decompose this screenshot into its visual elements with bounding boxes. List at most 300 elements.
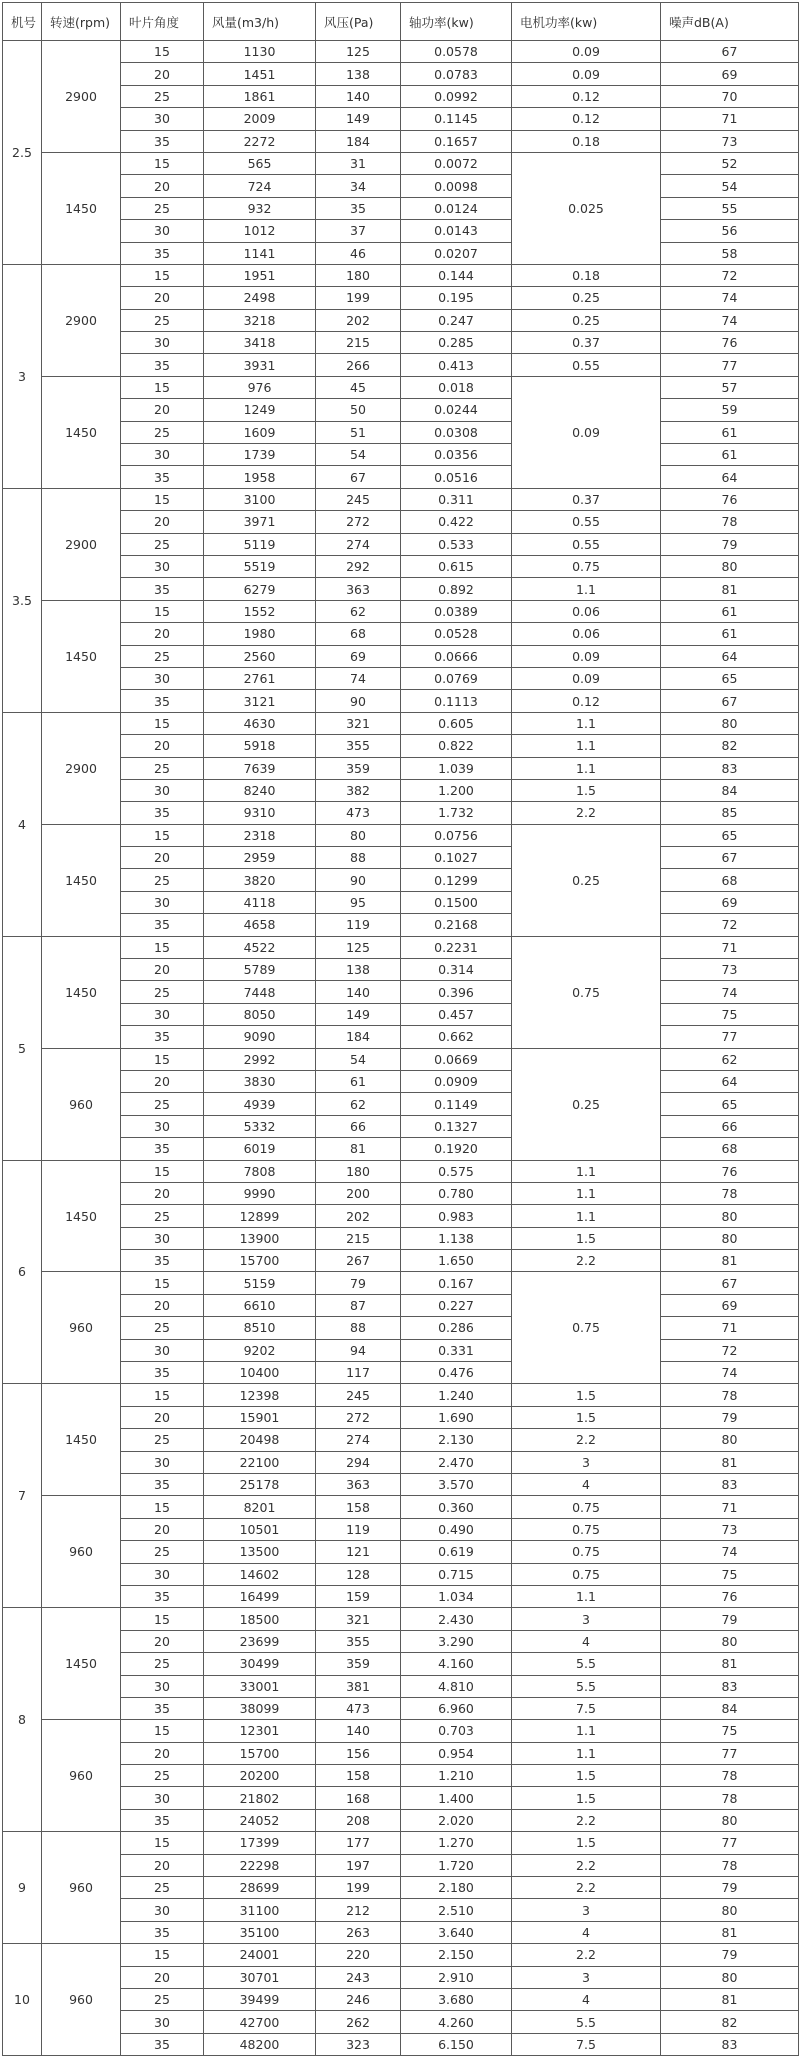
- motor-power-cell: 0.12: [512, 108, 661, 130]
- motor-power-cell: 0.75: [512, 1272, 661, 1384]
- noise-cell: 68: [661, 1138, 799, 1160]
- shaft-power-cell: 2.910: [401, 1966, 512, 1988]
- shaft-power-cell: 1.720: [401, 1854, 512, 1876]
- table-row: [3, 959, 799, 981]
- motor-power-cell: 1.1: [512, 578, 661, 600]
- table-row: [3, 1339, 799, 1361]
- motor-power-cell: 7.5: [512, 1697, 661, 1719]
- blade-angle-cell: 20: [121, 623, 204, 645]
- motor-power-cell: 2.2: [512, 1429, 661, 1451]
- blade-angle-cell: 35: [121, 914, 204, 936]
- airflow-cell: 1739: [204, 444, 316, 466]
- shaft-power-cell: 4.260: [401, 2011, 512, 2033]
- table-row: [3, 1317, 799, 1339]
- shaft-power-cell: 4.810: [401, 1675, 512, 1697]
- blade-angle-cell: 20: [121, 1294, 204, 1316]
- shaft-power-cell: 6.960: [401, 1697, 512, 1719]
- noise-cell: 67: [661, 690, 799, 712]
- pressure-cell: 245: [316, 488, 401, 510]
- table-row: [3, 2033, 799, 2055]
- table-row: [3, 891, 799, 913]
- pressure-cell: 119: [316, 914, 401, 936]
- pressure-cell: 473: [316, 802, 401, 824]
- airflow-cell: 3418: [204, 332, 316, 354]
- noise-cell: 69: [661, 63, 799, 85]
- shaft-power-cell: 0.167: [401, 1272, 512, 1294]
- shaft-power-cell: 0.1327: [401, 1115, 512, 1137]
- noise-cell: 81: [661, 578, 799, 600]
- noise-cell: 74: [661, 981, 799, 1003]
- airflow-cell: 4939: [204, 1093, 316, 1115]
- speed-cell: 1450: [42, 1608, 121, 1720]
- blade-angle-cell: 20: [121, 63, 204, 85]
- airflow-cell: 6019: [204, 1138, 316, 1160]
- table-row: [3, 1742, 799, 1764]
- airflow-cell: 20200: [204, 1765, 316, 1787]
- table-row: [3, 1944, 799, 1966]
- airflow-cell: 932: [204, 197, 316, 219]
- pressure-cell: 197: [316, 1854, 401, 1876]
- blade-angle-cell: 15: [121, 824, 204, 846]
- pressure-cell: 79: [316, 1272, 401, 1294]
- table-row: [3, 1921, 799, 1943]
- shaft-power-cell: 0.0578: [401, 41, 512, 63]
- pressure-cell: 81: [316, 1138, 401, 1160]
- noise-cell: 80: [661, 555, 799, 577]
- shaft-power-cell: 0.314: [401, 959, 512, 981]
- pressure-cell: 199: [316, 1877, 401, 1899]
- blade-angle-cell: 20: [121, 1070, 204, 1092]
- airflow-cell: 13900: [204, 1227, 316, 1249]
- blade-angle-cell: 25: [121, 1205, 204, 1227]
- motor-power-cell: 0.37: [512, 332, 661, 354]
- shaft-power-cell: 2.020: [401, 1809, 512, 1831]
- noise-cell: 78: [661, 1765, 799, 1787]
- blade-angle-cell: 35: [121, 1362, 204, 1384]
- shaft-power-cell: 2.150: [401, 1944, 512, 1966]
- motor-power-cell: 5.5: [512, 1653, 661, 1675]
- header-motor-power: 电机功率(kw): [512, 3, 661, 41]
- noise-cell: 55: [661, 197, 799, 219]
- table-row: [3, 399, 799, 421]
- pressure-cell: 119: [316, 1518, 401, 1540]
- shaft-power-cell: 1.039: [401, 757, 512, 779]
- blade-angle-cell: 30: [121, 1787, 204, 1809]
- noise-cell: 74: [661, 1541, 799, 1563]
- pressure-cell: 138: [316, 959, 401, 981]
- shaft-power-cell: 0.0308: [401, 421, 512, 443]
- airflow-cell: 1130: [204, 41, 316, 63]
- blade-angle-cell: 20: [121, 847, 204, 869]
- noise-cell: 80: [661, 1809, 799, 1831]
- blade-angle-cell: 30: [121, 2011, 204, 2033]
- speed-cell: 1450: [42, 376, 121, 488]
- airflow-cell: 7639: [204, 757, 316, 779]
- table-body: [3, 41, 799, 2056]
- noise-cell: 74: [661, 1362, 799, 1384]
- noise-cell: 76: [661, 1585, 799, 1607]
- airflow-cell: 38099: [204, 1697, 316, 1719]
- blade-angle-cell: 35: [121, 130, 204, 152]
- pressure-cell: 200: [316, 1182, 401, 1204]
- noise-cell: 85: [661, 802, 799, 824]
- blade-angle-cell: 35: [121, 242, 204, 264]
- noise-cell: 65: [661, 667, 799, 689]
- table-row: [3, 1474, 799, 1496]
- table-row: [3, 1630, 799, 1652]
- shaft-power-cell: 0.331: [401, 1339, 512, 1361]
- pressure-cell: 272: [316, 1406, 401, 1428]
- table-row: [3, 466, 799, 488]
- pressure-cell: 294: [316, 1451, 401, 1473]
- pressure-cell: 212: [316, 1899, 401, 1921]
- noise-cell: 79: [661, 1944, 799, 1966]
- pressure-cell: 87: [316, 1294, 401, 1316]
- shaft-power-cell: 1.690: [401, 1406, 512, 1428]
- shaft-power-cell: 0.1145: [401, 108, 512, 130]
- table-row: [3, 63, 799, 85]
- noise-cell: 84: [661, 779, 799, 801]
- table-row: [3, 1429, 799, 1451]
- airflow-cell: 22100: [204, 1451, 316, 1473]
- noise-cell: 61: [661, 600, 799, 622]
- pressure-cell: 61: [316, 1070, 401, 1092]
- airflow-cell: 24052: [204, 1809, 316, 1831]
- pressure-cell: 202: [316, 309, 401, 331]
- shaft-power-cell: 2.180: [401, 1877, 512, 1899]
- motor-power-cell: 1.5: [512, 779, 661, 801]
- noise-cell: 80: [661, 1899, 799, 1921]
- shaft-power-cell: 0.0098: [401, 175, 512, 197]
- noise-cell: 76: [661, 488, 799, 510]
- airflow-cell: 15901: [204, 1406, 316, 1428]
- airflow-cell: 17399: [204, 1832, 316, 1854]
- blade-angle-cell: 30: [121, 1003, 204, 1025]
- noise-cell: 71: [661, 108, 799, 130]
- table-row: [3, 623, 799, 645]
- motor-power-cell: 0.55: [512, 354, 661, 376]
- airflow-cell: 8510: [204, 1317, 316, 1339]
- pressure-cell: 272: [316, 511, 401, 533]
- pressure-cell: 184: [316, 1026, 401, 1048]
- airflow-cell: 7448: [204, 981, 316, 1003]
- shaft-power-cell: 0.0769: [401, 667, 512, 689]
- shaft-power-cell: 1.732: [401, 802, 512, 824]
- motor-power-cell: 1.1: [512, 757, 661, 779]
- airflow-cell: 24001: [204, 1944, 316, 1966]
- blade-angle-cell: 15: [121, 1384, 204, 1406]
- shaft-power-cell: 1.270: [401, 1832, 512, 1854]
- table-row: [3, 332, 799, 354]
- noise-cell: 80: [661, 1429, 799, 1451]
- noise-cell: 65: [661, 1093, 799, 1115]
- airflow-cell: 15700: [204, 1742, 316, 1764]
- blade-angle-cell: 25: [121, 645, 204, 667]
- motor-power-cell: 4: [512, 1630, 661, 1652]
- blade-angle-cell: 15: [121, 1272, 204, 1294]
- blade-angle-cell: 15: [121, 376, 204, 398]
- shaft-power-cell: 2.130: [401, 1429, 512, 1451]
- table-row: [3, 1809, 799, 1831]
- noise-cell: 62: [661, 1048, 799, 1070]
- noise-cell: 65: [661, 824, 799, 846]
- speed-cell: 2900: [42, 488, 121, 600]
- noise-cell: 67: [661, 1272, 799, 1294]
- airflow-cell: 1552: [204, 600, 316, 622]
- table-row: [3, 779, 799, 801]
- table-row: [3, 488, 799, 510]
- noise-cell: 80: [661, 1966, 799, 1988]
- pressure-cell: 215: [316, 1227, 401, 1249]
- airflow-cell: 8240: [204, 779, 316, 801]
- motor-power-cell: 5.5: [512, 1675, 661, 1697]
- machine-no-cell: 9: [3, 1832, 42, 1944]
- pressure-cell: 180: [316, 1160, 401, 1182]
- shaft-power-cell: 0.144: [401, 264, 512, 286]
- noise-cell: 78: [661, 1182, 799, 1204]
- motor-power-cell: 0.55: [512, 533, 661, 555]
- table-row: [3, 869, 799, 891]
- blade-angle-cell: 25: [121, 1988, 204, 2010]
- speed-cell: 960: [42, 1944, 121, 2056]
- pressure-cell: 69: [316, 645, 401, 667]
- table-row: [3, 108, 799, 130]
- shaft-power-cell: 0.286: [401, 1317, 512, 1339]
- pressure-cell: 359: [316, 757, 401, 779]
- motor-power-cell: 1.1: [512, 1182, 661, 1204]
- airflow-cell: 20498: [204, 1429, 316, 1451]
- pressure-cell: 355: [316, 735, 401, 757]
- shaft-power-cell: 0.892: [401, 578, 512, 600]
- blade-angle-cell: 35: [121, 1585, 204, 1607]
- airflow-cell: 14602: [204, 1563, 316, 1585]
- blade-angle-cell: 15: [121, 1832, 204, 1854]
- noise-cell: 69: [661, 891, 799, 913]
- shaft-power-cell: 0.1657: [401, 130, 512, 152]
- shaft-power-cell: 0.0756: [401, 824, 512, 846]
- table-row: [3, 802, 799, 824]
- pressure-cell: 220: [316, 1944, 401, 1966]
- pressure-cell: 31: [316, 152, 401, 174]
- table-row: [3, 152, 799, 174]
- shaft-power-cell: 0.0124: [401, 197, 512, 219]
- noise-cell: 80: [661, 712, 799, 734]
- motor-power-cell: 0.37: [512, 488, 661, 510]
- pressure-cell: 45: [316, 376, 401, 398]
- shaft-power-cell: 0.476: [401, 1362, 512, 1384]
- noise-cell: 75: [661, 1720, 799, 1742]
- shaft-power-cell: 0.0207: [401, 242, 512, 264]
- table-row: [3, 1048, 799, 1070]
- pressure-cell: 149: [316, 1003, 401, 1025]
- motor-power-cell: 2.2: [512, 802, 661, 824]
- shaft-power-cell: 0.1027: [401, 847, 512, 869]
- pressure-cell: 62: [316, 1093, 401, 1115]
- noise-cell: 79: [661, 533, 799, 555]
- shaft-power-cell: 0.615: [401, 555, 512, 577]
- shaft-power-cell: 0.227: [401, 1294, 512, 1316]
- airflow-cell: 1012: [204, 220, 316, 242]
- blade-angle-cell: 30: [121, 1339, 204, 1361]
- blade-angle-cell: 30: [121, 220, 204, 242]
- pressure-cell: 208: [316, 1809, 401, 1831]
- machine-no-cell: 7: [3, 1384, 42, 1608]
- shaft-power-cell: 3.680: [401, 1988, 512, 2010]
- pressure-cell: 37: [316, 220, 401, 242]
- pressure-cell: 88: [316, 1317, 401, 1339]
- noise-cell: 72: [661, 264, 799, 286]
- airflow-cell: 4658: [204, 914, 316, 936]
- blade-angle-cell: 35: [121, 1250, 204, 1272]
- table-row: [3, 981, 799, 1003]
- noise-cell: 69: [661, 1294, 799, 1316]
- table-row: [3, 197, 799, 219]
- machine-no-cell: 4: [3, 712, 42, 936]
- motor-power-cell: 0.75: [512, 936, 661, 1048]
- airflow-cell: 9310: [204, 802, 316, 824]
- speed-cell: 960: [42, 1496, 121, 1608]
- shaft-power-cell: 6.150: [401, 2033, 512, 2055]
- table-row: [3, 1406, 799, 1428]
- airflow-cell: 9202: [204, 1339, 316, 1361]
- shaft-power-cell: 0.715: [401, 1563, 512, 1585]
- noise-cell: 80: [661, 1227, 799, 1249]
- blade-angle-cell: 25: [121, 869, 204, 891]
- shaft-power-cell: 0.0389: [401, 600, 512, 622]
- blade-angle-cell: 30: [121, 1115, 204, 1137]
- pressure-cell: 117: [316, 1362, 401, 1384]
- blade-angle-cell: 30: [121, 108, 204, 130]
- motor-power-cell: 3: [512, 1899, 661, 1921]
- motor-power-cell: 2.2: [512, 1250, 661, 1272]
- blade-angle-cell: 30: [121, 1675, 204, 1697]
- noise-cell: 79: [661, 1608, 799, 1630]
- noise-cell: 75: [661, 1563, 799, 1585]
- table-row: [3, 444, 799, 466]
- noise-cell: 81: [661, 1250, 799, 1272]
- airflow-cell: 2009: [204, 108, 316, 130]
- pressure-cell: 243: [316, 1966, 401, 1988]
- airflow-cell: 6279: [204, 578, 316, 600]
- blade-angle-cell: 20: [121, 399, 204, 421]
- table-row: [3, 1026, 799, 1048]
- blade-angle-cell: 30: [121, 779, 204, 801]
- airflow-cell: 5789: [204, 959, 316, 981]
- noise-cell: 83: [661, 757, 799, 779]
- pressure-cell: 184: [316, 130, 401, 152]
- motor-power-cell: 0.25: [512, 824, 661, 936]
- noise-cell: 67: [661, 847, 799, 869]
- noise-cell: 72: [661, 914, 799, 936]
- motor-power-cell: 2.2: [512, 1877, 661, 1899]
- shaft-power-cell: 0.195: [401, 287, 512, 309]
- airflow-cell: 2318: [204, 824, 316, 846]
- noise-cell: 75: [661, 1003, 799, 1025]
- noise-cell: 64: [661, 645, 799, 667]
- noise-cell: 83: [661, 1675, 799, 1697]
- machine-no-cell: 8: [3, 1608, 42, 1832]
- table-row: [3, 1787, 799, 1809]
- blade-angle-cell: 25: [121, 1429, 204, 1451]
- pressure-cell: 199: [316, 287, 401, 309]
- motor-power-cell: 0.25: [512, 1048, 661, 1160]
- blade-angle-cell: 35: [121, 1026, 204, 1048]
- header-speed: 转速(rpm): [42, 3, 121, 41]
- table-row: [3, 1451, 799, 1473]
- motor-power-cell: 0.06: [512, 623, 661, 645]
- blade-angle-cell: 15: [121, 1160, 204, 1182]
- airflow-cell: 30499: [204, 1653, 316, 1675]
- noise-cell: 84: [661, 1697, 799, 1719]
- airflow-cell: 12301: [204, 1720, 316, 1742]
- blade-angle-cell: 15: [121, 488, 204, 510]
- table-row: [3, 220, 799, 242]
- airflow-cell: 3100: [204, 488, 316, 510]
- shaft-power-cell: 4.160: [401, 1653, 512, 1675]
- blade-angle-cell: 20: [121, 1182, 204, 1204]
- blade-angle-cell: 35: [121, 690, 204, 712]
- machine-no-cell: 3: [3, 264, 42, 488]
- speed-cell: 2900: [42, 41, 121, 153]
- pressure-cell: 245: [316, 1384, 401, 1406]
- airflow-cell: 9090: [204, 1026, 316, 1048]
- table-row: [3, 1854, 799, 1876]
- noise-cell: 81: [661, 1988, 799, 2010]
- table-row: [3, 1227, 799, 1249]
- shaft-power-cell: 0.2168: [401, 914, 512, 936]
- noise-cell: 78: [661, 1787, 799, 1809]
- motor-power-cell: 2.2: [512, 1809, 661, 1831]
- table-row: [3, 1138, 799, 1160]
- blade-angle-cell: 20: [121, 959, 204, 981]
- pressure-cell: 90: [316, 690, 401, 712]
- machine-no-cell: 6: [3, 1160, 42, 1384]
- blade-angle-cell: 30: [121, 1563, 204, 1585]
- pressure-cell: 149: [316, 108, 401, 130]
- motor-power-cell: 5.5: [512, 2011, 661, 2033]
- table-row: [3, 1518, 799, 1540]
- table-row: [3, 1988, 799, 2010]
- noise-cell: 64: [661, 1070, 799, 1092]
- motor-power-cell: 4: [512, 1988, 661, 2010]
- speed-cell: 1450: [42, 600, 121, 712]
- shaft-power-cell: 0.285: [401, 332, 512, 354]
- noise-cell: 83: [661, 1474, 799, 1496]
- table-row: [3, 1966, 799, 1988]
- airflow-cell: 1451: [204, 63, 316, 85]
- fan-performance-table: [2, 2, 799, 2056]
- shaft-power-cell: 0.0244: [401, 399, 512, 421]
- speed-cell: 1450: [42, 1160, 121, 1272]
- speed-cell: 2900: [42, 264, 121, 376]
- blade-angle-cell: 15: [121, 712, 204, 734]
- pressure-cell: 74: [316, 667, 401, 689]
- motor-power-cell: 0.025: [512, 152, 661, 264]
- shaft-power-cell: 0.1149: [401, 1093, 512, 1115]
- pressure-cell: 125: [316, 936, 401, 958]
- table-row: [3, 555, 799, 577]
- airflow-cell: 1958: [204, 466, 316, 488]
- shaft-power-cell: 0.0356: [401, 444, 512, 466]
- pressure-cell: 159: [316, 1585, 401, 1607]
- motor-power-cell: 0.25: [512, 309, 661, 331]
- airflow-cell: 13500: [204, 1541, 316, 1563]
- table-row: [3, 1541, 799, 1563]
- table-row: [3, 1115, 799, 1137]
- table-row: [3, 1653, 799, 1675]
- motor-power-cell: 0.18: [512, 264, 661, 286]
- airflow-cell: 28699: [204, 1877, 316, 1899]
